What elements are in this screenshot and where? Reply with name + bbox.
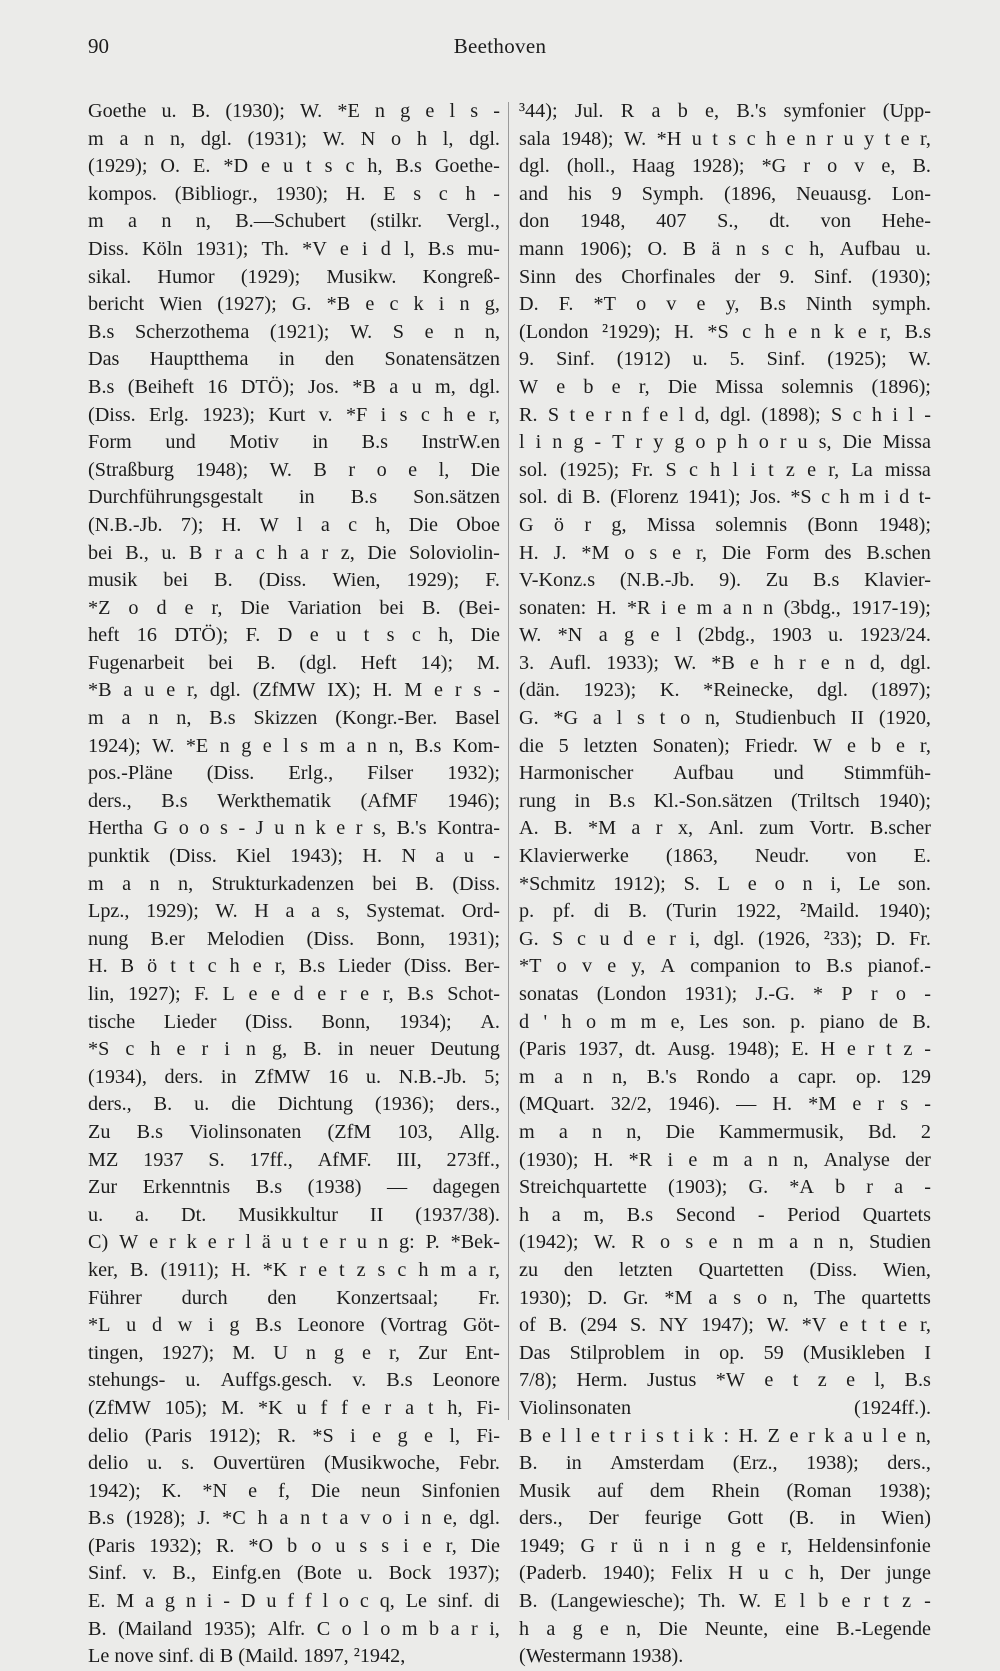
text-line: Führer durch den Konzertsaal; Fr. — [88, 1286, 500, 1309]
text-line: A. B. *M a r x, Anl. zum Vortr. B.scher — [519, 817, 931, 840]
text-line: Sinf. v. B., Einfg.en (Bote u. Bock 1937); — [88, 1562, 500, 1585]
text-line: l i n g - T r y g o p h o r u s, Die Missa — [519, 431, 931, 454]
text-line: Sinn des Chorfinales der 9. Sinf. (1930); — [519, 265, 931, 288]
text-line: ders., B.s Werkthematik (AfMF 1946); — [88, 789, 500, 812]
text-line: V-Konz.s (N.B.-Jb. 9). Zu B.s Klavier- — [519, 569, 931, 592]
text-line: (Paris 1937, dt. Ausg. 1948); E. H e r t z - — [519, 1038, 931, 1061]
text-line: delio (Paris 1912); R. *S i e g e l, Fi- — [88, 1424, 500, 1447]
text-line: (Straßburg 1948); W. B r o e l, Die — [88, 458, 500, 481]
text-line: Violinsonaten (1924ff.). — [519, 1396, 931, 1419]
text-line: *Z o d e r, Die Variation bei B. (Bei- — [88, 596, 500, 619]
text-line: Lpz., 1929); W. H a a s, Systemat. Ord- — [88, 900, 500, 923]
text-line: Goethe u. B. (1930); W. *E n g e l s - — [88, 100, 500, 122]
text-line: B. (Langewiesche); Th. W. E l b e r t z - — [519, 1590, 931, 1613]
text-line: H. B ö t t c h e r, B.s Lieder (Diss. Ber- — [88, 955, 500, 978]
text-line: B. in Amsterdam (Erz., 1938); ders., — [519, 1452, 931, 1475]
text-line: R. S t e r n f e l d, dgl. (1898); S c h i l - — [519, 403, 931, 426]
text-line: Fugenarbeit bei B. (dgl. Heft 14); M. — [88, 651, 500, 674]
text-line: Streichquartette (1903); G. *A b r a - — [519, 1176, 931, 1199]
text-line: m a n n, dgl. (1931); W. N o h l, dgl. — [88, 127, 500, 150]
text-line: (ZfMW 105); M. *K u f f e r a t h, Fi- — [88, 1396, 500, 1419]
text-line: (Diss. Erlg. 1923); Kurt v. *F i s c h e r, — [88, 403, 500, 426]
text-line: G. S c u d e r i, dgl. (1926, ²33); D. Fr. — [519, 927, 931, 950]
text-line: 7/8); Herm. Justus *W e t z e l, B.s — [519, 1369, 931, 1392]
text-line: p. pf. di B. (Turin 1922, ²Maild. 1940); — [519, 900, 931, 923]
text-line: lin, 1927); F. L e e d e r e r, B.s Schot- — [88, 983, 500, 1005]
text-line: m a n n, B.'s Rondo a capr. op. 129 — [519, 1065, 931, 1088]
text-line: sala 1948); W. *H u t s c h e n r u y t e r, — [519, 127, 931, 150]
text-line: (London ²1929); H. *S c h e n k e r, B.s — [519, 320, 931, 343]
text-line: C) W e r k e r l ä u t e r u n g: P. *Bek- — [88, 1231, 500, 1254]
text-line: 3. Aufl. 1933); W. *B e h r e n d, dgl. — [519, 651, 931, 674]
text-line: punktik (Diss. Kiel 1943); H. N a u - — [88, 845, 500, 868]
text-line: bericht Wien (1927); G. *B e c k i n g, — [88, 293, 500, 316]
text-line: (1930); H. *R i e m a n n, Analyse der — [519, 1148, 931, 1171]
text-line: mann 1906); O. B ä n s c h, Aufbau u. — [519, 237, 931, 260]
text-line: h a m, B.s Second - Period Quartets — [519, 1203, 931, 1226]
text-line: (dän. 1923); K. *Reinecke, dgl. (1897); — [519, 679, 931, 702]
text-line: H. J. *M o s e r, Die Form des B.schen — [519, 541, 931, 564]
text-line: pos.-Pläne (Diss. Erlg., Filser 1932); — [88, 762, 500, 785]
text-line: 1930); D. Gr. *M a s o n, The quartetts — [519, 1286, 931, 1309]
text-line: Klavierwerke (1863, Neudr. von E. — [519, 845, 931, 868]
text-line: sol. di B. (Florenz 1941); Jos. *S c h m i d t- — [519, 486, 931, 509]
text-line: tingen, 1927); M. U n g e r, Zur Ent- — [88, 1341, 500, 1364]
text-line: ders., B. u. die Dichtung (1936); ders., — [88, 1093, 500, 1116]
text-line: m a n n, Die Kammermusik, Bd. 2 — [519, 1120, 931, 1143]
text-line: Diss. Köln 1931); Th. *V e i d l, B.s mu- — [88, 237, 500, 260]
text-line: *B a u e r, dgl. (ZfMW IX); H. M e r s - — [88, 679, 500, 702]
text-line: stehungs- u. Auffgs.gesch. v. B.s Leonore — [88, 1369, 500, 1392]
text-line: Zur Erkenntnis B.s (1938) — dagegen — [88, 1176, 500, 1199]
text-line: (1934), ders. in ZfMW 16 u. N.B.-Jb. 5; — [88, 1065, 500, 1088]
page-number: 90 — [88, 34, 109, 58]
text-line: u. a. Dt. Musikkultur II (1937/38). — [88, 1203, 500, 1226]
text-line: Durchführungsgestalt in B.s Son.sätzen — [88, 486, 500, 509]
text-line: (MQuart. 32/2, 1946). — H. *M e r s - — [519, 1093, 931, 1116]
text-line: d ' h o m m e, Les son. p. piano de B. — [519, 1010, 931, 1033]
text-line: and his 9 Symph. (1896, Neuausg. Lon- — [519, 182, 931, 205]
text-line: B.s (1928); J. *C h a n t a v o i n e, dgl. — [88, 1507, 500, 1530]
text-line: h a g e n, Die Neunte, eine B.-Legende — [519, 1617, 931, 1640]
text-line: musik bei B. (Diss. Wien, 1929); F. — [88, 569, 500, 592]
column-divider — [508, 102, 509, 1420]
text-line: B.s (Beiheft 16 DTÖ); Jos. *B a u m, dgl. — [88, 375, 500, 398]
text-line: m a n n, Strukturkadenzen bei B. (Diss. — [88, 872, 500, 895]
text-line: sonatas (London 1931); J.-G. * P r o - — [519, 983, 931, 1005]
text-line: 1924); W. *E n g e l s m a n n, B.s Kom- — [88, 734, 500, 757]
text-line: zu den letzten Quartetten (Diss. Wien, — [519, 1258, 931, 1281]
text-line: G. *G a l s t o n, Studienbuch II (1920, — [519, 707, 931, 730]
text-line: don 1948, 407 S., dt. von Hehe- — [519, 210, 931, 233]
left-column — [88, 98, 500, 1671]
text-line: MZ 1937 S. 17ff., AfMF. III, 273ff., — [88, 1148, 500, 1171]
text-line: *L u d w i g B.s Leonore (Vortrag Göt- — [88, 1314, 500, 1337]
text-line: 9. Sinf. (1912) u. 5. Sinf. (1925); W. — [519, 348, 931, 371]
right-column — [519, 98, 931, 1671]
text-line: (1929); O. E. *D e u t s c h, B.s Goethe- — [88, 155, 500, 178]
text-line: Le nove sinf. di B (Maild. 1897, ²1942, — [88, 1645, 406, 1668]
text-line: W. *N a g e l (2bdg., 1903 u. 1923/24. — [519, 624, 931, 647]
text-line: kompos. (Bibliogr., 1930); H. E s c h - — [88, 182, 500, 205]
text-line: nung B.er Melodien (Diss. Bonn, 1931); — [88, 927, 500, 950]
page-header — [0, 34, 1000, 64]
text-line: ders., Der feurige Gott (B. in Wien) — [519, 1507, 931, 1530]
text-line: B e l l e t r i s t i k : H. Z e r k a u l e n, — [519, 1424, 931, 1447]
text-line: ker, B. (1911); H. *K r e t z s c h m a r, — [88, 1258, 500, 1281]
text-line: D. F. *T o v e y, B.s Ninth symph. — [519, 293, 931, 316]
text-line: (Paderb. 1940); Felix H u c h, Der junge — [519, 1562, 931, 1585]
text-line: W e b e r, Die Missa solemnis (1896); — [519, 375, 931, 398]
text-line: (Westermann 1938). — [519, 1645, 684, 1668]
text-line: *T o v e y, A companion to B.s pianof.- — [519, 955, 931, 978]
text-line: sikal. Humor (1929); Musikw. Kongreß- — [88, 265, 500, 288]
text-line: *Schmitz 1912); S. L e o n i, Le son. — [519, 872, 931, 895]
text-line: 1942); K. *N e f, Die neun Sinfonien — [88, 1479, 500, 1502]
text-line: B.s Scherzothema (1921); W. S e n n, — [88, 320, 500, 343]
text-line: Form und Motiv in B.s InstrW.en — [88, 431, 500, 454]
text-line: tische Lieder (Diss. Bonn, 1934); A. — [88, 1010, 500, 1033]
text-line: m a n n, B.s Skizzen (Kongr.-Ber. Basel — [88, 707, 500, 730]
text-line: sonaten: H. *R i e m a n n (3bdg., 1917-19); — [519, 596, 931, 619]
text-line: B. (Mailand 1935); Alfr. C o l o m b a r i, — [88, 1617, 500, 1640]
text-line: E. M a g n i - D u f f l o c q, Le sinf. di — [88, 1590, 500, 1613]
text-line: die 5 letzten Sonaten); Friedr. W e b e r, — [519, 734, 931, 757]
text-line: G ö r g, Missa solemnis (Bonn 1948); — [519, 513, 931, 536]
text-line: bei B., u. B r a c h a r z, Die Soloviolin- — [88, 541, 500, 564]
text-line: (Paris 1932); R. *O b o u s s i e r, Die — [88, 1534, 500, 1557]
running-title: Beethoven — [453, 34, 547, 58]
text-line: 1949; G r ü n i n g e r, Heldensinfonie — [519, 1534, 931, 1557]
text-line: *S c h e r i n g, B. in neuer Deutung — [88, 1038, 500, 1061]
text-line: of B. (294 S. NY 1947); W. *V e t t e r, — [519, 1314, 931, 1337]
text-line: Musik auf dem Rhein (Roman 1938); — [519, 1479, 931, 1502]
text-line: Harmonischer Aufbau und Stimmfüh- — [519, 762, 931, 785]
text-line: (N.B.-Jb. 7); H. W l a c h, Die Oboe — [88, 513, 500, 536]
text-line: Das Hauptthema in den Sonatensätzen — [88, 348, 500, 371]
text-line: Hertha G o o s - J u n k e r s, B.'s Kontra- — [88, 817, 500, 840]
text-line: dgl. (holl., Haag 1928); *G r o v e, B. — [519, 155, 931, 178]
text-line: heft 16 DTÖ); F. D e u t s c h, Die — [88, 624, 500, 647]
text-line: Zu B.s Violinsonaten (ZfM 103, Allg. — [88, 1120, 500, 1143]
text-line: m a n n, B.—Schubert (stilkr. Vergl., — [88, 210, 500, 233]
text-line: rung in B.s Kl.-Son.sätzen (Triltsch 1940); — [519, 789, 931, 812]
text-line: sol. (1925); Fr. S c h l i t z e r, La missa — [519, 458, 931, 481]
text-line: Das Stilproblem in op. 59 (Musikleben I — [519, 1341, 931, 1364]
text-line: (1942); W. R o s e n m a n n, Studien — [519, 1231, 931, 1254]
text-line: ³44); Jul. R a b e, B.'s symfonier (Upp- — [519, 100, 931, 122]
text-line: delio u. s. Ouvertüren (Musikwoche, Febr. — [88, 1452, 500, 1475]
